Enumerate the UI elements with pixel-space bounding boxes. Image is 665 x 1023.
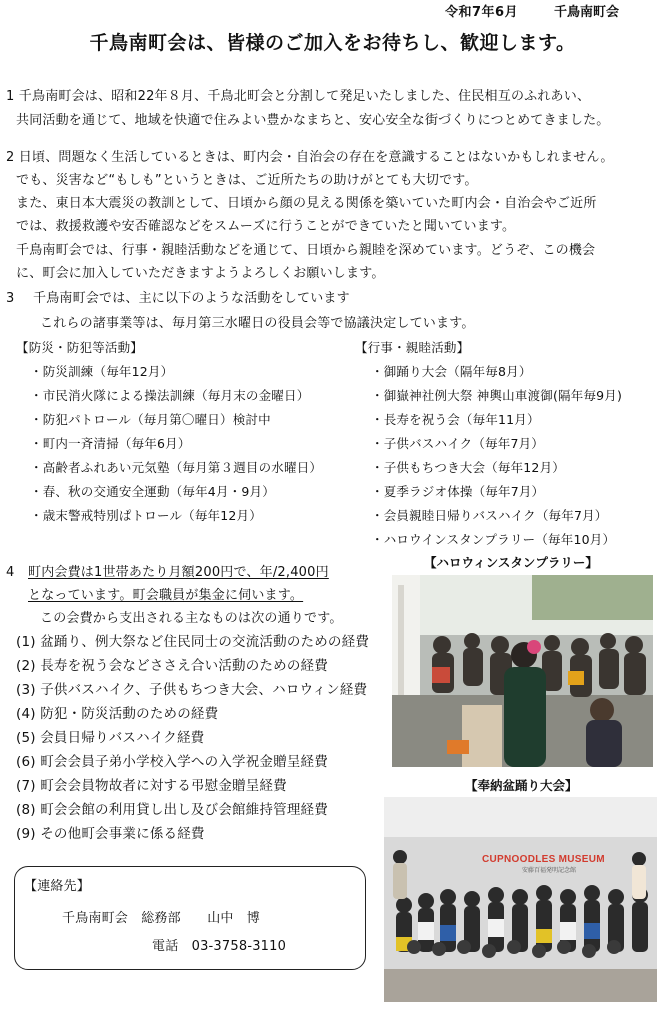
section2-line5: 千鳥南町会では、行事・親睦活動などを通じて、日頃から親睦を深めています。どうぞ、この機会 <box>16 243 596 258</box>
museum-sub-sign: 安藤百福発明記念館 <box>522 867 577 874</box>
section2-line3: また、東日本大震災の教訓として、日頃から顔の見える関係を築いていた町内会・自治会やご近所 <box>16 196 597 211</box>
expense-item: (8) 町会会館の利用貸し出し及び会館維持管理経費 <box>16 802 328 818</box>
list-item: ・子供もちつき大会（毎年12月） <box>371 460 565 475</box>
group-photo-illustration <box>384 797 657 1002</box>
section3-note: これらの諸事業等は、毎月第三水曜日の役員会等で協議決定しています。 <box>40 316 475 331</box>
header-org-name: 千鳥南町会 <box>554 5 620 20</box>
list-item: ・夏季ラジオ体操（毎年7月） <box>371 484 545 499</box>
list-item: ・町内一斉清掃（毎年6月） <box>30 436 191 451</box>
section2-line4: では、救援救護や安否確認などをスムーズに行うことができていたと聞いています。 <box>16 219 516 234</box>
list-item: ・防犯パトロール（毎月第〇曜日）検討中 <box>30 412 271 427</box>
halloween-photo-caption: 【ハロウィンスタンプラリー】 <box>424 555 598 570</box>
gyouji-list-title: 【行事・親睦活動】 <box>355 340 470 355</box>
bonodori-photo-caption: 【奉納盆踊り大会】 <box>465 778 578 793</box>
section1-line1: 1 千鳥南町会は、昭和22年８月、千鳥北町会と分割して発足いたしました、住民相互のふれあい、 <box>6 89 591 104</box>
section3-heading: 千鳥南町会では、主に以下のような活動をしています <box>33 291 350 306</box>
expense-item: (9) その他町会事業に係る経費 <box>16 826 205 842</box>
membership-fee-line2: となっています。町会職員が集金に伺います。 <box>28 588 304 603</box>
halloween-crowd-illustration <box>392 575 653 767</box>
list-item: ・会員親睦日帰りバスハイク（毎年7月） <box>371 508 608 523</box>
expense-item: (5) 会員日帰りバスハイク経費 <box>16 730 205 746</box>
list-item: ・御嶽神社例大祭 神輿山車渡御(隔年毎9月) <box>371 388 623 403</box>
contact-heading: 【連絡先】 <box>24 879 91 894</box>
list-item: ・高齢者ふれあい元気塾（毎月第３週目の水曜日） <box>30 460 323 475</box>
section4-number: 4 <box>6 565 15 580</box>
list-item: ・歳末警戒特別ぱトロール（毎年12月） <box>30 508 262 523</box>
bousai-list-title: 【防災・防犯等活動】 <box>16 340 144 355</box>
list-item: ・防災訓練（毎年12月） <box>30 364 174 379</box>
expense-item: (6) 町会会員子弟小学校入学への入学祝金贈呈経費 <box>16 754 328 770</box>
section2-line1: 2 日頃、問題なく生活しているときは、町内会・自治会の存在を意識することはないかもしれません。 <box>6 150 614 165</box>
section3-number: 3 <box>6 291 15 306</box>
halloween-stamp-rally-photo <box>392 575 653 767</box>
section2-line2: でも、災害など“もしも”というときは、ご近所たちの助けがとても大切です。 <box>16 173 478 188</box>
list-item: ・春、秋の交通安全運動（毎年4月・9月） <box>30 484 275 499</box>
list-item: ・子供バスハイク（毎年7月） <box>371 436 545 451</box>
expense-item: (2) 長寿を祝う会などささえ合い活動のための経費 <box>16 658 328 674</box>
bonodori-group-photo <box>384 797 657 1002</box>
issue-date: 令和7年6月 <box>445 5 519 20</box>
expense-item: (1) 盆踊り、例大祭など住民同士の交流活動のための経費 <box>16 634 370 650</box>
contact-phone: 電話 03-3758-3110 <box>152 939 287 954</box>
section2-line6: に、町会に加入していただきますようよろしくお願いします。 <box>16 266 385 281</box>
list-item: ・ハロウインスタンプラリー（毎年10月） <box>371 532 616 547</box>
contact-name: 千鳥南町会 総務部 山中 博 <box>62 911 261 926</box>
list-item: ・御踊り大会（隔年毎8月） <box>371 364 532 379</box>
expense-item: (4) 防犯・防災活動のための経費 <box>16 706 219 722</box>
museum-sign: CUPNOODLES MUSEUM <box>482 854 605 865</box>
membership-fee-line1: 町内会費は1世帯あたり月額200円で、年/2,400円 <box>28 565 329 580</box>
list-item: ・長寿を祝う会（毎年11月） <box>371 412 540 427</box>
section1-line2: 共同活動を通じて、地域を快適で住みよい豊かなまちと、安心安全な街づくりにつとめてきました。 <box>16 113 610 128</box>
list-item: ・市民消火隊による操法訓練（毎月末の金曜日） <box>30 388 310 403</box>
expense-item: (7) 町会会員物故者に対する弔慰金贈呈経費 <box>16 778 287 794</box>
expense-item: (3) 子供バスハイク、子供もちつき大会、ハロウィン経費 <box>16 682 368 698</box>
membership-fee-note: この会費から支出される主なものは次の通りです。 <box>40 611 343 626</box>
page-title: 千鳥南町会は、皆様のご加入をお待ちし、歓迎します。 <box>89 32 576 54</box>
